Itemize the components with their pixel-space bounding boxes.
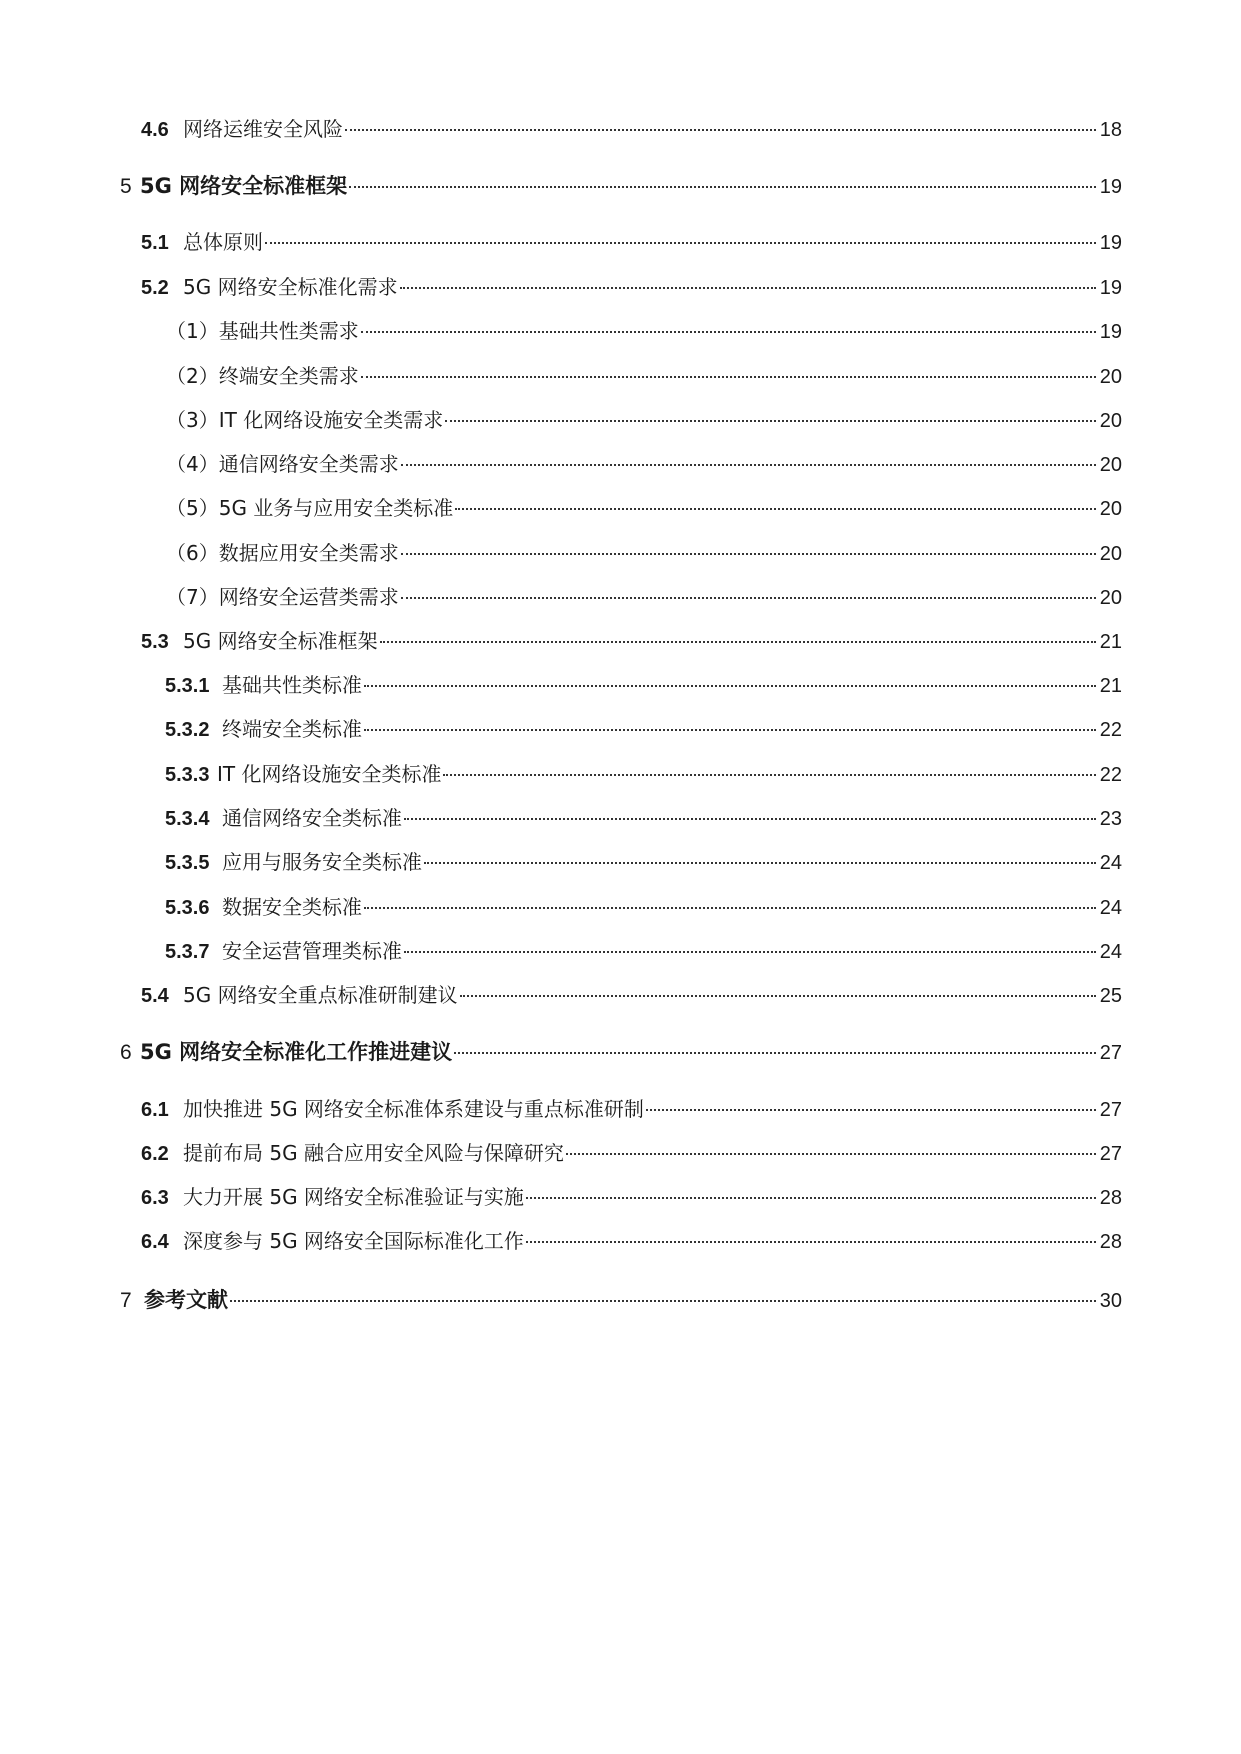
entry-title: 参考文献 [144, 1288, 228, 1312]
toc-entry[interactable] [165, 848, 1122, 877]
entry-title: （2）终端安全类需求 [166, 364, 359, 388]
entry-title: 5G 网络安全标准化需求 [183, 275, 398, 299]
entry-page: 20 [1099, 587, 1122, 609]
toc-entry[interactable] [120, 1038, 1122, 1067]
toc-entry[interactable] [166, 406, 1122, 435]
toc-entry[interactable] [166, 450, 1122, 479]
entry-number: 6.3 [141, 1187, 169, 1209]
entry-page: 21 [1099, 631, 1122, 653]
toc-entry[interactable] [165, 715, 1122, 744]
dot-leader [401, 464, 1096, 466]
toc-entry[interactable] [165, 893, 1122, 922]
entry-number: 5 [120, 175, 132, 198]
entry-title: 基础共性类标准 [222, 673, 362, 697]
entry-page: 18 [1099, 119, 1122, 141]
toc-entry[interactable] [120, 172, 1122, 201]
entry-title: 应用与服务安全类标准 [222, 850, 422, 874]
entry-number: 6.2 [141, 1143, 169, 1165]
entry-title: IT 化网络设施安全类标准 [217, 762, 442, 786]
dot-leader [445, 420, 1096, 422]
entry-page: 19 [1099, 232, 1122, 254]
entry-page: 24 [1099, 852, 1122, 874]
dot-leader [566, 1153, 1096, 1155]
entry-page: 25 [1099, 985, 1122, 1007]
entry-title: 总体原则 [183, 230, 263, 254]
toc-entry[interactable] [141, 981, 1122, 1010]
entry-page: 20 [1099, 543, 1122, 565]
dot-leader [401, 553, 1096, 555]
entry-page: 19 [1099, 321, 1122, 343]
entry-number: 6.1 [141, 1099, 169, 1121]
dot-leader [400, 287, 1096, 289]
dot-leader [364, 685, 1096, 687]
toc-entry[interactable] [165, 760, 1122, 789]
entry-title: 终端安全类标准 [222, 717, 362, 741]
dot-leader [404, 818, 1096, 820]
entry-number: 6 [120, 1041, 132, 1064]
entry-title: 大力开展 5G 网络安全标准验证与实施 [183, 1185, 524, 1209]
dot-leader [230, 1300, 1096, 1302]
toc-entry[interactable] [166, 362, 1122, 391]
entry-page: 22 [1099, 719, 1122, 741]
entry-title: 5G 网络安全标准框架 [183, 629, 378, 653]
dot-leader [646, 1109, 1096, 1111]
toc-entry[interactable] [141, 627, 1122, 656]
toc-entry[interactable] [141, 1183, 1122, 1212]
entry-title: （6）数据应用安全类需求 [166, 541, 399, 565]
entry-number: 6.4 [141, 1231, 169, 1253]
dot-leader [364, 907, 1096, 909]
entry-title: 深度参与 5G 网络安全国际标准化工作 [183, 1229, 524, 1253]
entry-number: 7 [120, 1289, 132, 1312]
dot-leader [265, 242, 1096, 244]
entry-title: 提前布局 5G 融合应用安全风险与保障研究 [183, 1141, 564, 1165]
entry-title: 网络运维安全风险 [183, 117, 343, 141]
toc-entry[interactable] [166, 583, 1122, 612]
entry-page: 24 [1099, 897, 1122, 919]
toc-entry[interactable] [141, 1139, 1122, 1168]
entry-title: （5）5G 业务与应用安全类标准 [166, 496, 454, 520]
entry-page: 20 [1099, 410, 1122, 432]
entry-number: 4.6 [141, 119, 169, 141]
entry-title: （4）通信网络安全类需求 [166, 452, 399, 476]
entry-page: 21 [1099, 675, 1122, 697]
entry-title: 加快推进 5G 网络安全标准体系建设与重点标准研制 [183, 1097, 644, 1121]
entry-page: 24 [1099, 941, 1122, 963]
dot-leader [424, 862, 1096, 864]
dot-leader [443, 774, 1095, 776]
toc-entry[interactable] [166, 539, 1122, 568]
dot-leader [361, 376, 1096, 378]
entry-number: 5.3 [141, 631, 169, 653]
entry-page: 28 [1099, 1187, 1122, 1209]
entry-page: 20 [1099, 366, 1122, 388]
toc-entry[interactable] [120, 1286, 1122, 1315]
dot-leader [404, 951, 1096, 953]
entry-page: 23 [1099, 808, 1122, 830]
entry-page: 20 [1099, 454, 1122, 476]
toc-entry[interactable] [141, 273, 1122, 302]
dot-leader [364, 729, 1096, 731]
dot-leader [455, 508, 1095, 510]
entry-title: （7）网络安全运营类需求 [166, 585, 399, 609]
entry-number: 5.3.4 [165, 808, 210, 830]
toc-entry[interactable] [141, 1095, 1122, 1124]
dot-leader [526, 1241, 1096, 1243]
dot-leader [361, 331, 1096, 333]
dot-leader [454, 1052, 1096, 1054]
entry-number: 5.3.6 [165, 897, 210, 919]
toc-entry[interactable] [166, 317, 1122, 346]
entry-page: 20 [1099, 498, 1122, 520]
entry-title: 5G 网络安全重点标准研制建议 [183, 983, 458, 1007]
entry-page: 27 [1099, 1143, 1122, 1165]
entry-number: 5.3.1 [165, 675, 210, 697]
entry-title: （3）IT 化网络设施安全类需求 [166, 408, 444, 432]
entry-page: 19 [1099, 277, 1122, 299]
toc-entry[interactable] [141, 1227, 1122, 1256]
entry-page: 22 [1099, 764, 1122, 786]
entry-number: 5.2 [141, 277, 169, 299]
entry-page: 27 [1099, 1099, 1122, 1121]
dot-leader [526, 1197, 1096, 1199]
toc-entry[interactable] [165, 671, 1122, 700]
entry-title: 5G 网络安全标准化工作推进建议 [140, 1040, 453, 1064]
entry-number: 5.1 [141, 232, 169, 254]
entry-number: 5.3.7 [165, 941, 210, 963]
dot-leader [401, 597, 1096, 599]
toc-entry[interactable] [166, 494, 1122, 523]
entry-title: 安全运营管理类标准 [222, 939, 402, 963]
dot-leader [460, 995, 1096, 997]
entry-number: 5.4 [141, 985, 169, 1007]
entry-title: 数据安全类标准 [222, 895, 362, 919]
entry-page: 30 [1099, 1290, 1122, 1312]
entry-number: 5.3.2 [165, 719, 210, 741]
entry-page: 27 [1099, 1042, 1122, 1064]
entry-number: 5.3.3 [165, 764, 210, 786]
toc-entry[interactable] [141, 115, 1122, 144]
toc-entry[interactable] [165, 937, 1122, 966]
entry-title: 通信网络安全类标准 [222, 806, 402, 830]
dot-leader [380, 641, 1096, 643]
entry-title: 5G 网络安全标准框架 [140, 174, 348, 198]
dot-leader [349, 186, 1096, 188]
dot-leader [345, 129, 1096, 131]
entry-page: 28 [1099, 1231, 1122, 1253]
entry-number: 5.3.5 [165, 852, 210, 874]
toc-entry[interactable] [141, 228, 1122, 257]
entry-page: 19 [1099, 176, 1122, 198]
entry-title: （1）基础共性类需求 [166, 319, 359, 343]
toc-entry[interactable] [165, 804, 1122, 833]
